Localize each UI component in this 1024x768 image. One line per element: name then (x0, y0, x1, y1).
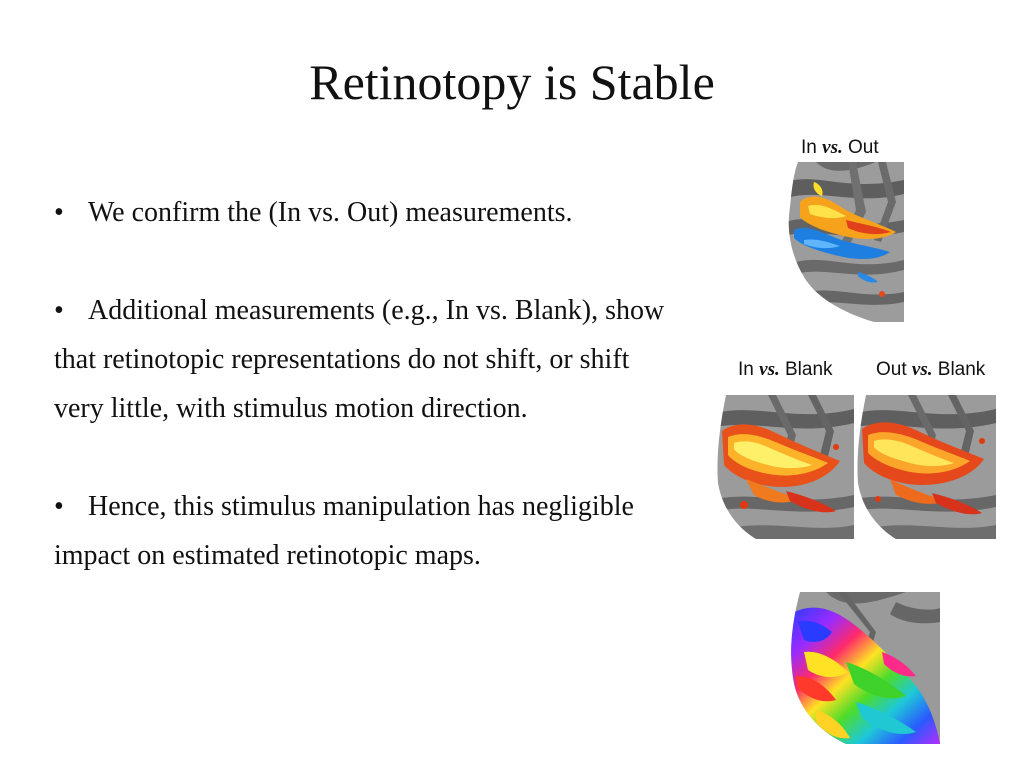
brain-map-retinotopic-phase (786, 592, 940, 744)
bullet-marker: • (54, 295, 64, 326)
brain-map-out-vs-blank (856, 395, 996, 539)
bullet-item-1 (54, 188, 674, 237)
caption-in-vs-out: In vs. Out (801, 137, 879, 158)
bullet-item-3 (54, 482, 674, 580)
bullet-text-1: We confirm the (In vs. Out) measurements. (88, 197, 573, 228)
slide-title: Retinotopy is Stable (309, 54, 715, 110)
brain-map-in-vs-out (786, 162, 904, 322)
bullet-marker: • (54, 197, 64, 228)
bullet-text-3: Hence, this stimulus manipulation has negligible impact on estimated retinotopic maps. (54, 491, 634, 571)
caption-in-vs-blank: In vs. Blank (738, 359, 833, 380)
bullet-list (54, 188, 674, 580)
bullet-text-2: Additional measurements (e.g., In vs. Blank), show that retinotopic representations do not shift, or shift very little, with stimulus motion direction. (54, 295, 665, 424)
bullet-item-2 (54, 286, 674, 433)
brain-map-in-vs-blank (716, 395, 854, 539)
bullet-marker: • (54, 491, 64, 522)
caption-out-vs-blank: Out vs. Blank (876, 359, 986, 380)
